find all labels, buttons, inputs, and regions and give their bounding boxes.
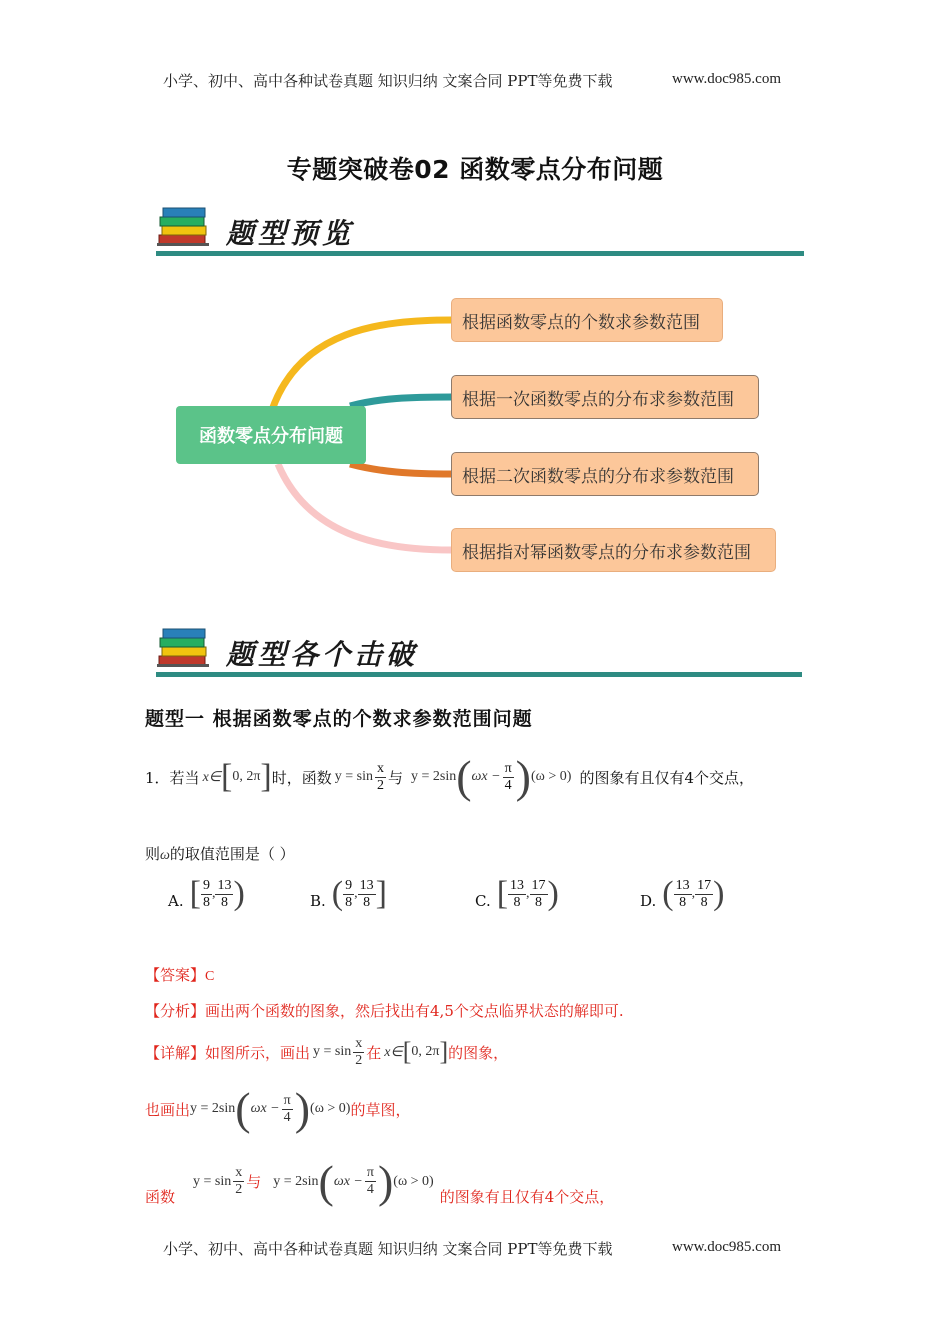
paren: ) <box>515 751 531 802</box>
question-line-2 <box>145 843 295 864</box>
answer-line <box>145 964 214 985</box>
branch-line-3 <box>350 464 452 474</box>
math-y1: y = sin <box>334 769 373 784</box>
question-line-1 <box>145 751 754 802</box>
footer-url[interactable]: www.doc985.com <box>672 1239 782 1255</box>
math-x-in: x∈ <box>202 769 221 785</box>
page-title: 专题突破卷02 函数零点分布问题 <box>286 155 664 184</box>
detail-line-1: 【详解】 如图所示，画出 y = sin $\frac{x}{2}$ 在 x∈ [ 0, 2π ] 的图象， <box>145 1035 509 1068</box>
fraction: $\frac{x}{2}$ <box>376 760 384 793</box>
option-d[interactable]: D. ( $\frac{13}{8}$ , $\frac{17}{8}$ ) <box>640 875 725 912</box>
math-cond: (ω > 0) <box>531 769 572 784</box>
detail-line-2: 也画出 y = 2sin ( ωx − $\frac{\pi}{4}$ ) (ω > 0) 的草图， <box>145 1083 411 1134</box>
question-text: 若当 <box>169 768 200 787</box>
detail-line-3: 函数 y = sin $\frac{x}{2}$ 与 y = 2sin ( ωx − $\frac{\pi}{4}$ ) (ω > 0) 的图象有且仅有4个交点， <box>145 1155 615 1207</box>
section-title-breakdown: 题型各个击破 <box>226 638 419 671</box>
mindmap-node-2: 根据一次函数零点的分布求参数范围 <box>451 375 759 419</box>
question-text: 的取值范围是（ ） <box>169 845 295 863</box>
math-omega-x: ωx − <box>471 769 501 784</box>
math-omega: ω <box>160 848 170 863</box>
fraction: $\frac{\pi}{4}$ <box>504 760 512 793</box>
branch-line-2 <box>350 397 452 406</box>
paren: ( <box>456 751 472 802</box>
answer-tag: 【答案】 <box>145 966 206 984</box>
question-type-heading: 题型一 根据函数零点的个数求参数范围问题 <box>145 708 533 730</box>
mindmap-node-4: 根据指对幂函数零点的分布求参数范围 <box>451 528 776 572</box>
header-text: 小学、初中、高中各种试卷真题 知识归纳 文案合同 PPT等免费下载 <box>163 72 613 90</box>
option-c[interactable]: C. [ $\frac{13}{8}$ , $\frac{17}{8}$ ) <box>475 875 559 912</box>
analysis-line: 【分析】画出两个函数的图象，然后找出有4,5个交点临界状态的解即可. <box>145 1002 624 1020</box>
bracket: ] <box>260 758 272 795</box>
question-text: 与 <box>387 768 403 787</box>
math-y2: y = 2sin <box>410 769 457 784</box>
books-icon <box>157 624 213 668</box>
section-title-preview: 题型预览 <box>226 217 355 250</box>
question-text: 时，函数 <box>271 768 332 787</box>
mindmap-node-3: 根据二次函数零点的分布求参数范围 <box>451 452 759 496</box>
option-b[interactable]: B. ( $\frac{9}{8}$ , $\frac{13}{8}$ ] <box>310 875 387 912</box>
question-text: 的图象有且仅有4个交点， <box>579 768 754 787</box>
footer-text: 小学、初中、高中各种试卷真题 知识归纳 文案合同 PPT等免费下载 <box>163 1240 613 1258</box>
question-text: 则 <box>145 845 161 863</box>
header-url[interactable]: www.doc985.com <box>672 71 782 87</box>
question-number: 1． <box>145 768 170 787</box>
math-interval: 0, 2π <box>232 769 261 784</box>
section-divider <box>156 672 802 677</box>
option-a[interactable]: A. [ $\frac{9}{8}$ , $\frac{13}{8}$ ) <box>168 875 245 912</box>
mindmap-node-1: 根据函数零点的个数求参数范围 <box>451 298 723 342</box>
bracket: [ <box>220 758 233 795</box>
mindmap-root: 函数零点分布问题 <box>176 406 366 464</box>
answer-value: C <box>205 969 215 984</box>
